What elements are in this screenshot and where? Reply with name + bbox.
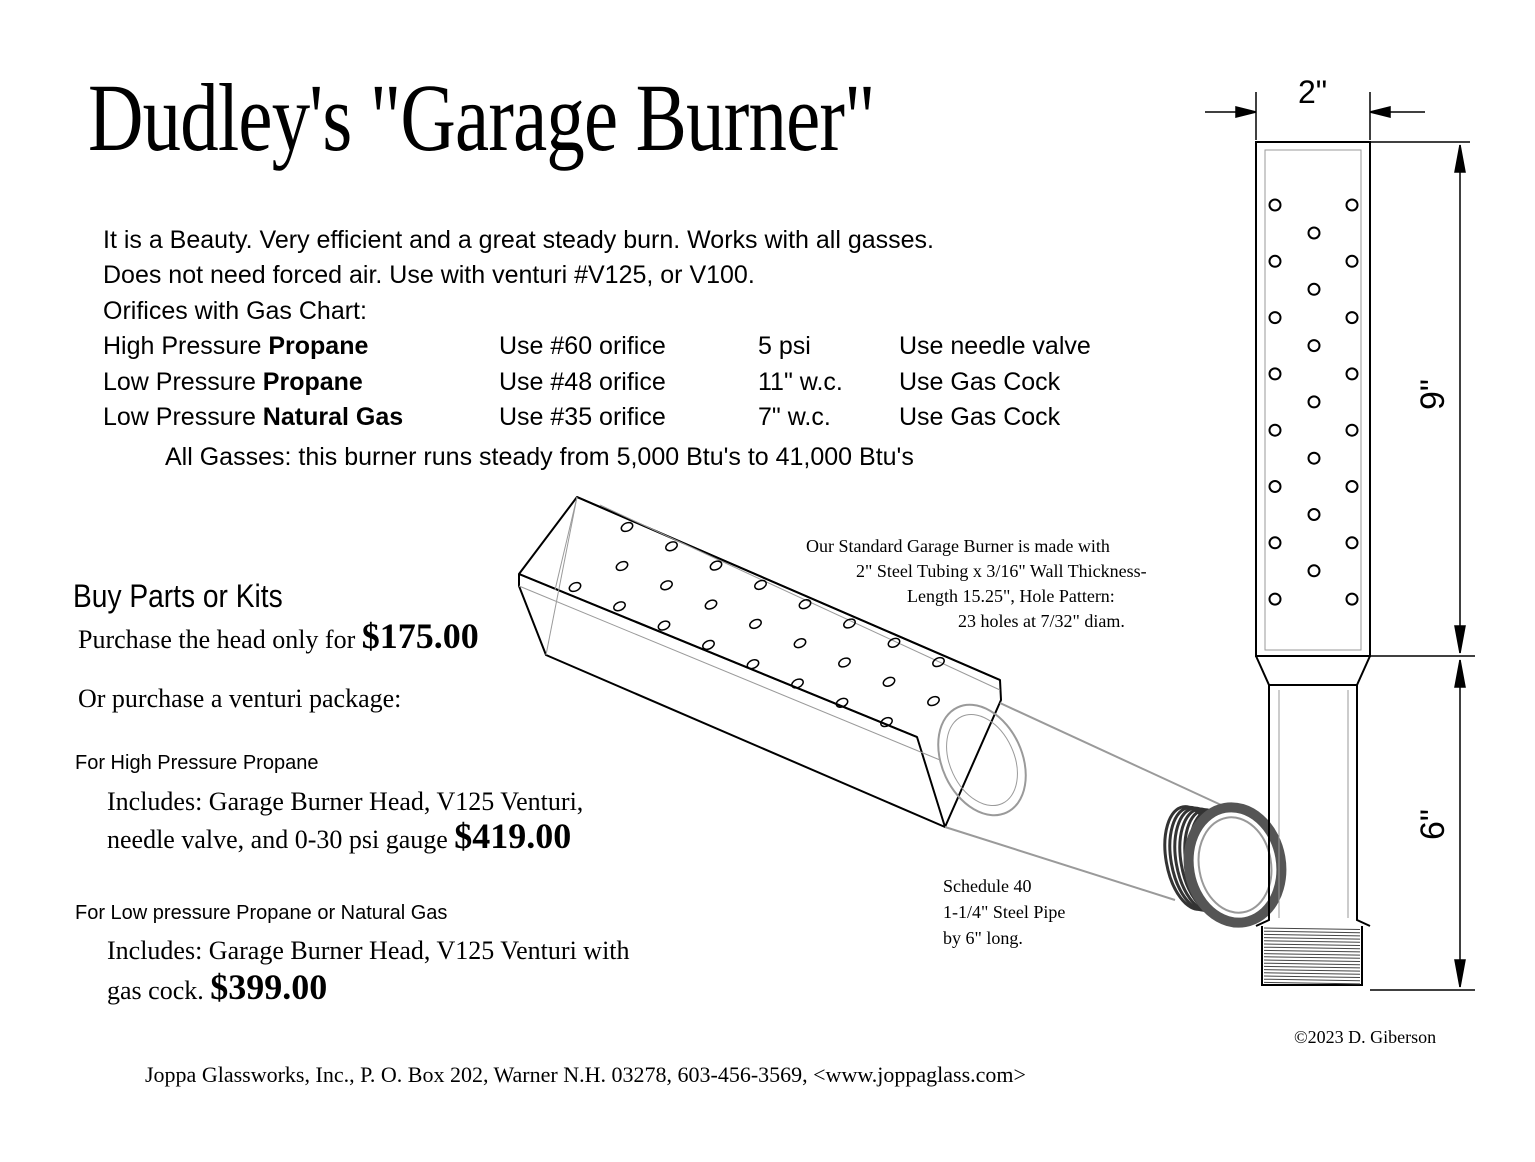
footer-contact: Joppa Glassworks, Inc., P. O. Box 202, Warner N.H. 03278, 603-456-3569, <www.joppaglass.com>	[145, 1062, 1026, 1087]
dimension-upper-label: 9"	[1413, 379, 1452, 410]
thread-line	[1264, 976, 1360, 978]
hole	[1270, 425, 1281, 436]
thread-line	[1264, 973, 1360, 975]
orifice-cell: Use #48 orifice	[499, 368, 666, 396]
hole	[1270, 594, 1281, 605]
intro-line-2: Does not need forced air. Use with venturi #V125, or V100.	[103, 261, 755, 289]
pipe-note-line-1: Schedule 40	[943, 876, 1032, 896]
dimension-lower-label: 6"	[1413, 809, 1452, 840]
low-pressure-price: $399.00	[210, 967, 328, 1007]
hole	[1309, 340, 1320, 351]
thread-line	[1264, 947, 1360, 949]
pipe-note-line-3: by 6" long.	[943, 928, 1023, 948]
gas-pressure-type: High Pressure	[103, 332, 269, 360]
hole	[1347, 312, 1358, 323]
hole	[1347, 594, 1358, 605]
thread-line	[1264, 960, 1360, 962]
pressure-cell: 11" w.c.	[758, 368, 843, 396]
burner-head-isometric	[519, 497, 1001, 827]
gas-fuel-type: Natural Gas	[262, 403, 404, 431]
hole	[1347, 200, 1358, 211]
thread-line	[1264, 941, 1360, 943]
high-pressure-heading: For High Pressure Propane	[75, 752, 319, 774]
standard-note-line-1: Our Standard Garage Burner is made with	[806, 536, 1110, 556]
head-only-price: $175.00	[361, 616, 479, 656]
thread-line	[1264, 966, 1360, 968]
valve-cell: Use Gas Cock	[899, 403, 1061, 431]
intro-line-3: Orifices with Gas Chart:	[103, 297, 367, 325]
thread-line	[1264, 982, 1360, 984]
thread-line	[1264, 934, 1360, 936]
btu-note: All Gasses: this burner runs steady from 5,000 Btu's to 41,000 Btu's	[165, 443, 914, 471]
gas-pressure-type: Low Pressure	[103, 368, 263, 396]
hole	[1270, 256, 1281, 267]
thread-line	[1264, 944, 1360, 946]
thread-line	[1264, 954, 1360, 956]
thread-line	[1264, 950, 1360, 952]
high-pressure-text: needle valve, and 0-30 psi gauge	[107, 825, 455, 854]
gas-pressure-type: Low Pressure	[103, 403, 263, 431]
gas-fuel-type: Propane	[262, 368, 363, 396]
hole	[1347, 537, 1358, 548]
dimension-width-label: 2"	[1298, 74, 1328, 110]
hole	[1309, 228, 1320, 239]
orifice-cell: Use #60 orifice	[499, 332, 666, 360]
valve-cell: Use Gas Cock	[899, 368, 1061, 396]
low-pressure-includes-1: Includes: Garage Burner Head, V125 Venturi with	[107, 936, 630, 965]
thread-line	[1264, 931, 1360, 933]
elevation-hole-pattern	[1270, 200, 1358, 605]
hole	[1347, 425, 1358, 436]
pressure-cell: 5 psi	[758, 332, 811, 360]
hole	[1347, 256, 1358, 267]
hole	[1347, 368, 1358, 379]
thread-line	[1264, 970, 1360, 972]
thread-line	[1264, 957, 1360, 959]
standard-note-line-4: 23 holes at 7/32" diam.	[958, 611, 1125, 631]
standard-note-line-3: Length 15.25", Hole Pattern:	[907, 586, 1115, 606]
low-pressure-heading: For Low pressure Propane or Natural Gas	[75, 902, 448, 924]
head-only-text: Purchase the head only for	[78, 625, 362, 654]
elevation-threads	[1264, 928, 1360, 984]
high-pressure-price: $419.00	[454, 816, 572, 856]
hole	[1309, 565, 1320, 576]
orifice-cell: Use #35 orifice	[499, 403, 666, 431]
hole	[1309, 284, 1320, 295]
hole	[1270, 312, 1281, 323]
pressure-cell: 7" w.c.	[758, 403, 831, 431]
hole	[1270, 368, 1281, 379]
hole	[1309, 453, 1320, 464]
hole	[1309, 396, 1320, 407]
hole	[1347, 481, 1358, 492]
standard-note-line-2: 2" Steel Tubing x 3/16" Wall Thickness-	[856, 561, 1147, 581]
thread-line	[1264, 963, 1360, 965]
intro-line-1: It is a Beauty. Very efficient and a great steady burn. Works with all gasses.	[103, 226, 934, 254]
high-pressure-includes-1: Includes: Garage Burner Head, V125 Venturi,	[107, 787, 584, 816]
thread-line	[1264, 928, 1360, 930]
valve-cell: Use needle valve	[899, 332, 1091, 360]
buy-heading: Buy Parts or Kits	[73, 578, 283, 614]
thread-line	[1264, 979, 1360, 981]
hole	[1270, 537, 1281, 548]
hole	[1309, 509, 1320, 520]
thread-line	[1264, 938, 1360, 940]
gas-fuel-type: Propane	[268, 332, 369, 360]
venturi-package-text: Or purchase a venturi package:	[78, 684, 402, 713]
hole	[1270, 200, 1281, 211]
page-title: Dudley's "Garage Burner"	[88, 64, 875, 171]
pipe-note-line-2: 1-1/4" Steel Pipe	[943, 902, 1066, 922]
hole	[1270, 481, 1281, 492]
low-pressure-text: gas cock.	[107, 976, 211, 1005]
copyright: ©2023 D. Giberson	[1294, 1027, 1437, 1047]
